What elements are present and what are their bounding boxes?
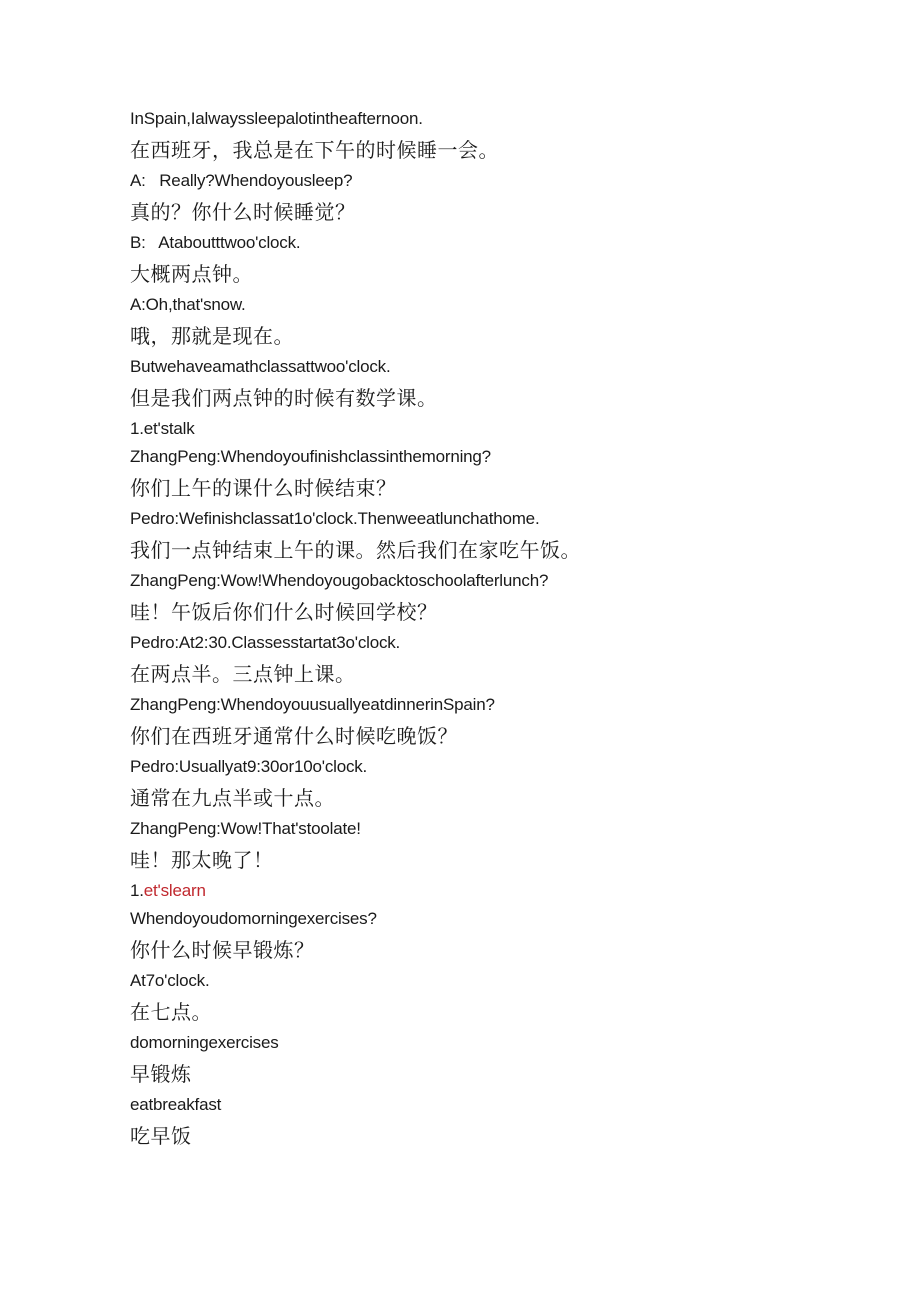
text-line: 我们一点钟结束上午的课。然后我们在家吃午饭。 bbox=[130, 538, 581, 562]
text-line: 哇！午饭后你们什么时候回学校？ bbox=[130, 600, 438, 624]
text-line: 哇！那太晚了！ bbox=[130, 848, 274, 872]
text-line: 在西班牙，我总是在下午的时候睡一会。 bbox=[130, 138, 499, 162]
text-line: 你们上午的课什么时候结束？ bbox=[130, 476, 397, 500]
text-line: Pedro:At2:30.Classesstartat3o'clock. bbox=[130, 633, 401, 652]
text-line: 在七点。 bbox=[130, 1000, 212, 1024]
text-line: At7o'clock. bbox=[130, 971, 210, 990]
section-heading: 1.et'stalk bbox=[130, 419, 195, 438]
text-line: B: Ataboutttwoo'clock. bbox=[130, 233, 301, 252]
text-line: 大概两点钟。 bbox=[130, 262, 253, 286]
text-line: eatbreakfast bbox=[130, 1095, 222, 1114]
text-line: 早锻炼 bbox=[130, 1062, 192, 1086]
text-line: 在两点半。三点钟上课。 bbox=[130, 662, 356, 686]
section-number: 1. bbox=[130, 881, 144, 900]
text-line: InSpain,Ialwayssleepalotintheafternoon. bbox=[130, 109, 423, 128]
text-line: ZhangPeng:WhendoyouusuallyeatdinnerinSpain? bbox=[130, 695, 495, 714]
section-title: et'slearn bbox=[143, 881, 206, 900]
text-line: 真的？你什么时候睡觉？ bbox=[130, 200, 356, 224]
text-line: Whendoyoudomorningexercises? bbox=[130, 909, 377, 928]
text-line: A:Oh,that'snow. bbox=[130, 295, 246, 314]
text-line: A: Really?Whendoyousleep? bbox=[130, 171, 353, 190]
text-line: ZhangPeng:Wow!That'stoolate! bbox=[130, 819, 361, 838]
text-line: 吃早饭 bbox=[130, 1124, 192, 1148]
text-line: 哦，那就是现在。 bbox=[130, 324, 294, 348]
section-heading bbox=[130, 877, 890, 905]
text-line: 通常在九点半或十点。 bbox=[130, 786, 335, 810]
text-line: 你们在西班牙通常什么时候吃晚饭？ bbox=[130, 724, 458, 748]
text-line: 你什么时候早锻炼？ bbox=[130, 938, 315, 962]
text-line: Butwehaveamathclassattwoo'clock. bbox=[130, 357, 391, 376]
text-line: 但是我们两点钟的时候有数学课。 bbox=[130, 386, 438, 410]
text-line: ZhangPeng:Wow!Whendoyougobacktoschoolafterlunch? bbox=[130, 571, 549, 590]
text-line: Pedro:Usuallyat9:30or10o'clock. bbox=[130, 757, 368, 776]
text-line: ZhangPeng:Whendoyoufinishclassinthemorning? bbox=[130, 447, 491, 466]
text-line: Pedro:Wefinishclassat1o'clock.Thenweeatlunchathome. bbox=[130, 509, 540, 528]
text-body bbox=[130, 105, 890, 1153]
text-line: domorningexercises bbox=[130, 1033, 279, 1052]
